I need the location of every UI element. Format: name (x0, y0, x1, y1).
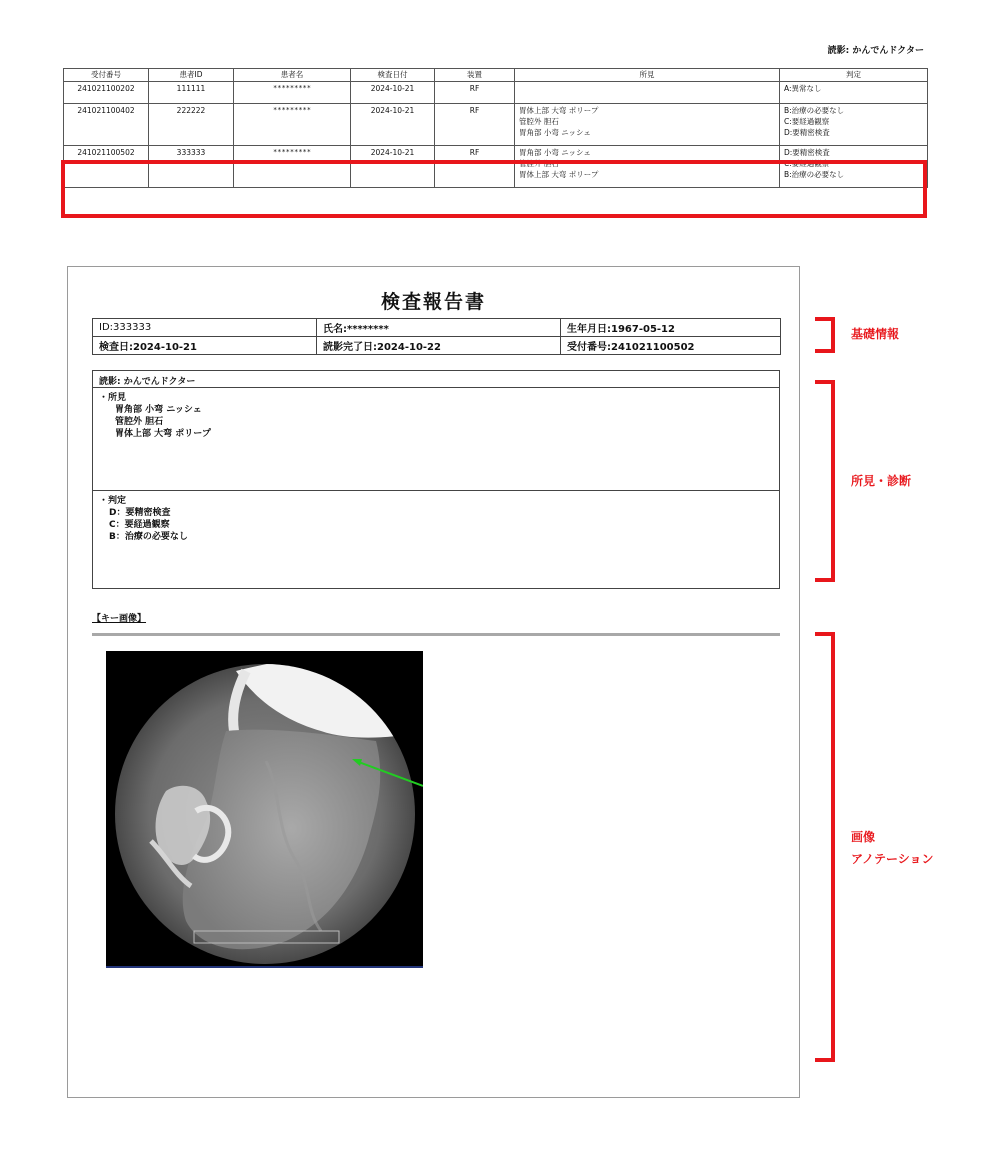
judgment-line: D:要精密検査 (784, 128, 830, 137)
basic-info-table (92, 318, 781, 355)
findings-box (92, 370, 780, 589)
finding-line: 管腔外 胆石 (519, 159, 559, 168)
judgment-line: C:要経過観察 (784, 159, 830, 168)
cell-modality: RF (435, 146, 515, 188)
patient-id-field: ID:333333 (93, 319, 317, 337)
report-title: 検査報告書 (380, 291, 486, 313)
cell-patient-name: ********* (234, 82, 351, 104)
cell-exam-date: 2024-10-21 (351, 146, 435, 188)
judgment-item: B：治療の必要なし (109, 532, 188, 542)
table-row[interactable] (64, 104, 928, 146)
cell-exam-date: 2024-10-21 (351, 82, 435, 104)
cell-accession: 241021100202 (64, 82, 149, 104)
cell-accession: 241021100402 (64, 104, 149, 146)
study-list (63, 68, 927, 188)
accession-field: 受付番号:241021100502 (561, 337, 781, 355)
note-image-line1: 画像 (851, 830, 876, 844)
col-findings[interactable]: 所見 (515, 69, 780, 82)
judgment-line: D:要精密検査 (784, 148, 830, 157)
table-row-selected[interactable] (64, 146, 928, 188)
judgment-line: B:治療の必要なし (784, 106, 845, 115)
cell-judgment (780, 146, 928, 188)
finding-line: 胃体上部 大弯 ポリープ (519, 106, 599, 115)
findings-section (93, 388, 779, 491)
finding-item: 胃角部 小弯 ニッシェ (115, 405, 202, 415)
judgment-line: A:異常なし (784, 84, 822, 93)
table-row[interactable] (64, 82, 928, 104)
cell-exam-date: 2024-10-21 (351, 104, 435, 146)
judgment-item: C：要経過観察 (109, 520, 170, 530)
col-modality[interactable]: 装置 (435, 69, 515, 82)
cell-patient-name: ********* (234, 146, 351, 188)
col-accession[interactable]: 受付番号 (64, 69, 149, 82)
patient-name-field: 氏名:******** (317, 319, 561, 337)
study-list-table (63, 68, 928, 188)
judgment-section (93, 491, 779, 547)
xray-key-image[interactable] (106, 651, 423, 968)
report-sheet (67, 266, 800, 1098)
findings-heading: ・所見 (99, 393, 127, 403)
section-divider (92, 633, 780, 636)
key-image-label: 【キー画像】 (92, 614, 147, 624)
judgment-item: D：要精密検査 (109, 508, 171, 518)
bracket-findings (815, 380, 835, 582)
col-judgment[interactable]: 判定 (780, 69, 928, 82)
finding-line: 胃角部 小弯 ニッシェ (519, 148, 591, 157)
cell-findings (515, 146, 780, 188)
cell-judgment (780, 82, 928, 104)
bracket-image-annotation (815, 632, 835, 1062)
cell-patient-id: 111111 (149, 82, 234, 104)
read-complete-field: 読影完了日:2024-10-22 (317, 337, 561, 355)
finding-item: 管腔外 胆石 (115, 417, 164, 427)
finding-line: 管腔外 胆石 (519, 117, 559, 126)
judgment-line: C:要経過観察 (784, 117, 830, 126)
bracket-basic-info (815, 317, 835, 353)
birth-date-field: 生年月日:1967-05-12 (561, 319, 781, 337)
cell-patient-name: ********* (234, 104, 351, 146)
report-reader: 読影: かんでんドクター (93, 371, 779, 388)
col-patient-id[interactable]: 患者ID (149, 69, 234, 82)
table-header-row (64, 69, 928, 82)
cell-findings (515, 82, 780, 104)
cell-judgment (780, 104, 928, 146)
judgment-heading: ・判定 (99, 496, 127, 506)
cell-findings (515, 104, 780, 146)
cell-modality: RF (435, 82, 515, 104)
finding-line: 胃角部 小弯 ニッシェ (519, 128, 591, 137)
cell-modality: RF (435, 104, 515, 146)
cell-accession: 241021100502 (64, 146, 149, 188)
cell-patient-id: 222222 (149, 104, 234, 146)
col-patient-name[interactable]: 患者名 (234, 69, 351, 82)
reader-label: 読影: かんでんドクター (827, 46, 924, 56)
note-findings: 所見・診断 (851, 474, 912, 488)
note-basic-info: 基礎情報 (851, 327, 900, 341)
finding-line: 胃体上部 大弯 ポリープ (519, 170, 599, 179)
col-exam-date[interactable]: 検査日付 (351, 69, 435, 82)
note-image-annotation (851, 826, 934, 870)
finding-item: 胃体上部 大弯 ポリープ (115, 429, 211, 439)
exam-date-field: 検査日:2024-10-21 (93, 337, 317, 355)
judgment-line: B:治療の必要なし (784, 170, 845, 179)
cell-patient-id: 333333 (149, 146, 234, 188)
note-image-line2: アノテーション (851, 852, 934, 866)
